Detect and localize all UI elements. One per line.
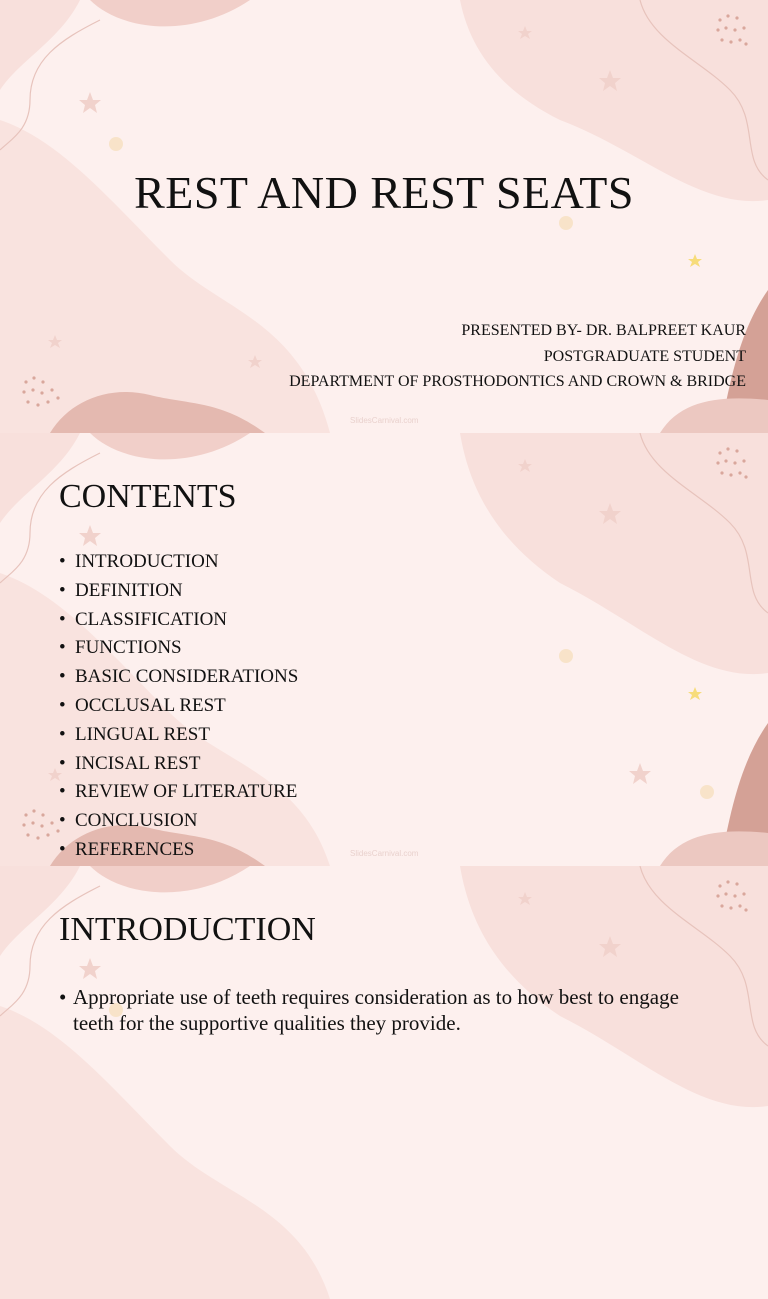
list-item: • INTRODUCTION	[59, 548, 298, 577]
introduction-text: Appropriate use of teeth requires consideration as to how best to engage teeth for the supportive qualities they provide.	[73, 985, 679, 1035]
list-item: • DEFINITION	[59, 577, 298, 606]
list-item: • REFERENCES	[59, 836, 298, 865]
list-item: • INCISAL REST	[59, 750, 298, 779]
slide-contents	[0, 433, 768, 866]
list-item: • LINGUAL REST	[59, 721, 298, 750]
contents-title: CONTENTS	[59, 478, 237, 515]
introduction-bullet	[59, 984, 713, 1036]
list-item: • CONCLUSION	[59, 807, 298, 836]
list-item: • FUNCTIONS	[59, 634, 298, 663]
introduction-title: INTRODUCTION	[59, 911, 316, 948]
bullet-icon: •	[59, 985, 67, 1009]
watermark: SlidesCarnival.com	[350, 849, 419, 858]
list-item: • CLASSIFICATION	[59, 606, 298, 635]
presenter-department: DEPARTMENT OF PROSTHODONTICS AND CROWN & BRIDGE	[289, 373, 746, 390]
list-item: • REVIEW OF LITERATURE	[59, 778, 298, 807]
watermark: SlidesCarnival.com	[350, 416, 419, 425]
presenter-info	[289, 318, 746, 395]
slide-introduction	[0, 866, 768, 1299]
presenter-name: PRESENTED BY- DR. BALPREET KAUR	[461, 322, 746, 339]
list-item: • BASIC CONSIDERATIONS	[59, 663, 298, 692]
presenter-role: POSTGRADUATE STUDENT	[543, 347, 746, 365]
list-item: • OCCLUSAL REST	[59, 692, 298, 721]
slide-title	[0, 0, 768, 433]
contents-list	[59, 548, 298, 865]
presentation-title: REST AND REST SEATS	[134, 167, 634, 218]
